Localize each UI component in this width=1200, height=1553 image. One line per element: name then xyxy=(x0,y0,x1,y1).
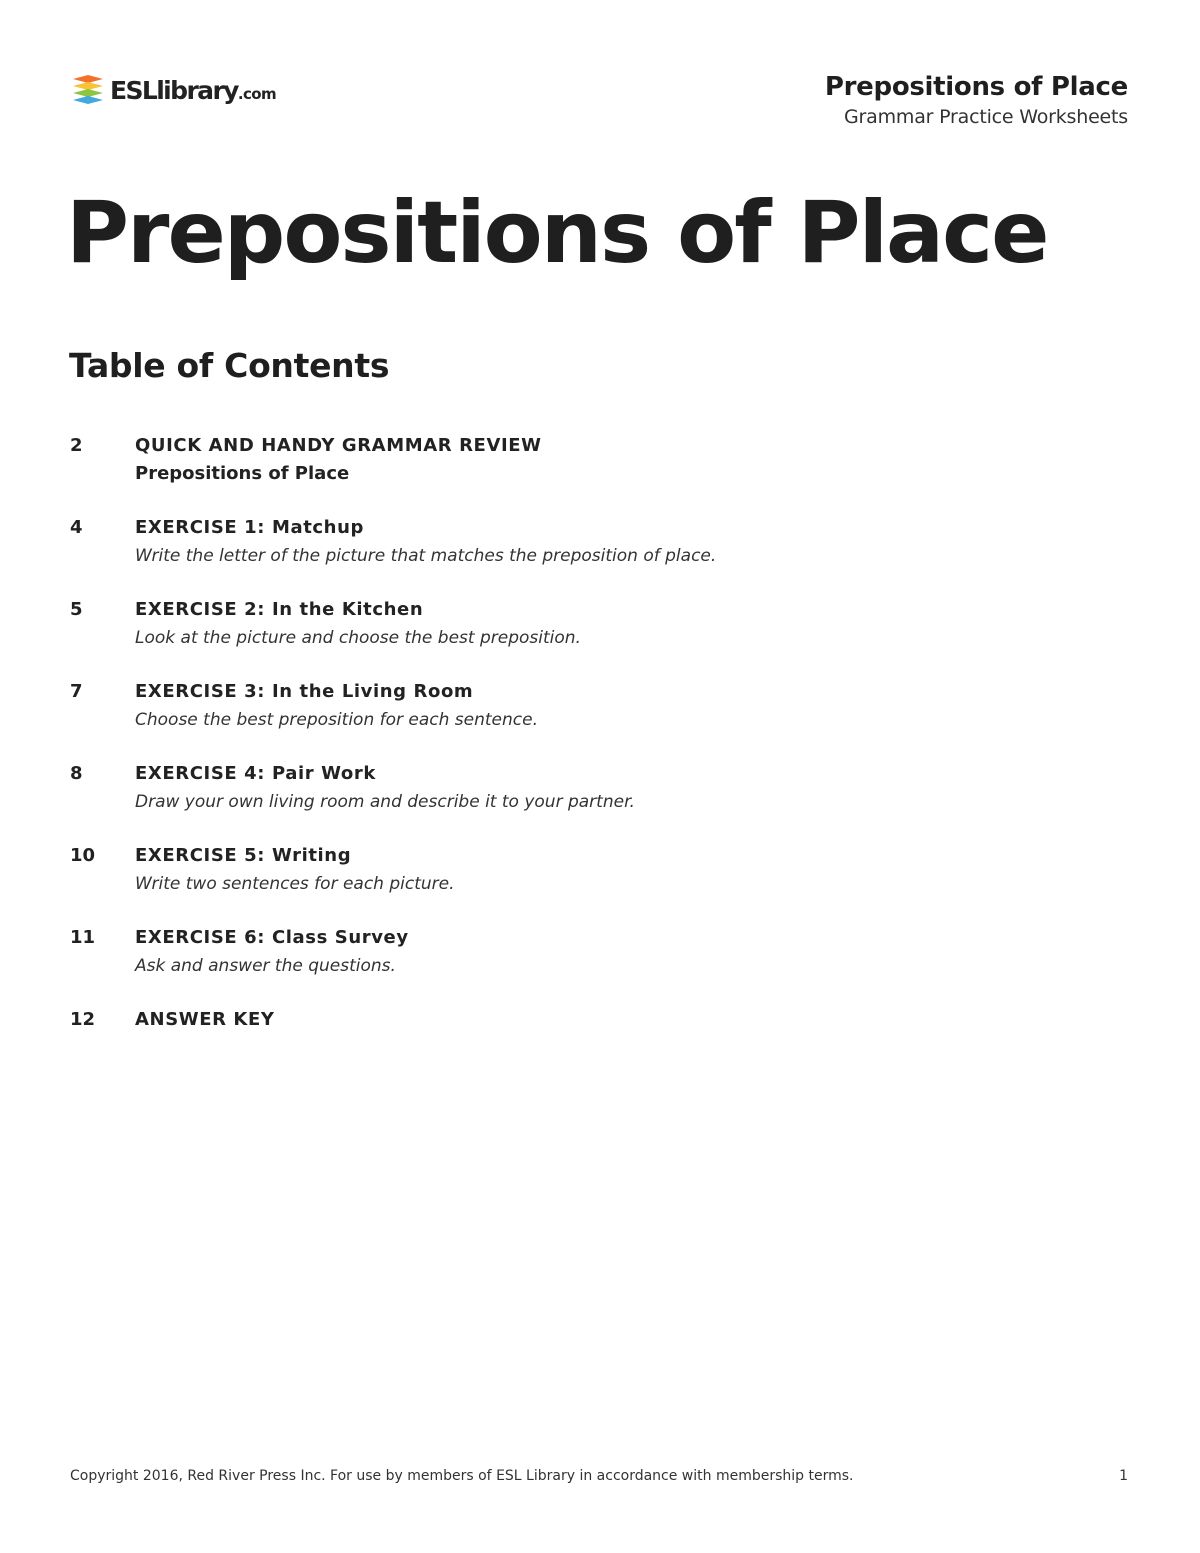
toc-page-number: 10 xyxy=(70,845,96,866)
toc-page-number: 2 xyxy=(70,435,83,456)
toc-heading: EXERCISE 5: Writing xyxy=(135,845,352,866)
toc-description: Look at the picture and choose the best preposition. xyxy=(135,628,581,648)
toc-item-answer-key[interactable] xyxy=(70,1006,1130,1034)
toc-description: Choose the best preposition for each sentence. xyxy=(135,710,539,730)
toc-page-number: 11 xyxy=(70,927,96,948)
toc-description: Write the letter of the picture that matches the preposition of place. xyxy=(135,546,717,566)
document-header xyxy=(825,72,1128,128)
toc-heading: EXERCISE 6: Class Survey xyxy=(135,927,409,948)
toc-item-exercise-6[interactable] xyxy=(70,924,1130,980)
toc-page-number: 4 xyxy=(70,517,83,538)
logo-text: ESLlibrary.com xyxy=(110,75,276,105)
toc-description: Write two sentences for each picture. xyxy=(135,874,455,894)
toc-heading: EXERCISE 1: Matchup xyxy=(135,517,364,538)
eslibrary-logo[interactable] xyxy=(70,72,276,108)
toc-page-number: 8 xyxy=(70,763,83,784)
toc-item-exercise-4[interactable] xyxy=(70,760,1130,816)
toc-heading: EXERCISE 3: In the Living Room xyxy=(135,681,474,702)
toc-item-exercise-2[interactable] xyxy=(70,596,1130,652)
toc-description: Draw your own living room and describe it to your partner. xyxy=(135,792,635,812)
toc-heading: EXERCISE 2: In the Kitchen xyxy=(135,599,424,620)
toc-item-exercise-5[interactable] xyxy=(70,842,1130,898)
toc-description: Ask and answer the questions. xyxy=(135,956,396,976)
table-of-contents xyxy=(70,432,1130,1060)
toc-title: Table of Contents xyxy=(69,346,390,385)
page-number: 1 xyxy=(1119,1468,1128,1484)
header-title: Prepositions of Place xyxy=(824,72,1128,102)
toc-page-number: 5 xyxy=(70,599,83,620)
toc-heading: EXERCISE 4: Pair Work xyxy=(135,763,376,784)
toc-item-exercise-1[interactable] xyxy=(70,514,1130,570)
header-subtitle: Grammar Practice Worksheets xyxy=(844,106,1128,128)
toc-item-grammar-review[interactable] xyxy=(70,432,1130,488)
book-stack-icon xyxy=(70,72,106,108)
toc-subtitle: Prepositions of Place xyxy=(135,463,350,484)
copyright-notice: Copyright 2016, Red River Press Inc. For use by members of ESL Library in accordance with membership terms. xyxy=(70,1468,854,1484)
page-footer xyxy=(70,1468,1128,1484)
toc-heading: ANSWER KEY xyxy=(135,1009,275,1030)
page-title: Prepositions of Place xyxy=(66,183,1048,283)
toc-item-exercise-3[interactable] xyxy=(70,678,1130,734)
toc-page-number: 7 xyxy=(70,681,83,702)
toc-heading: QUICK AND HANDY GRAMMAR REVIEW xyxy=(135,435,542,456)
toc-page-number: 12 xyxy=(70,1009,96,1030)
